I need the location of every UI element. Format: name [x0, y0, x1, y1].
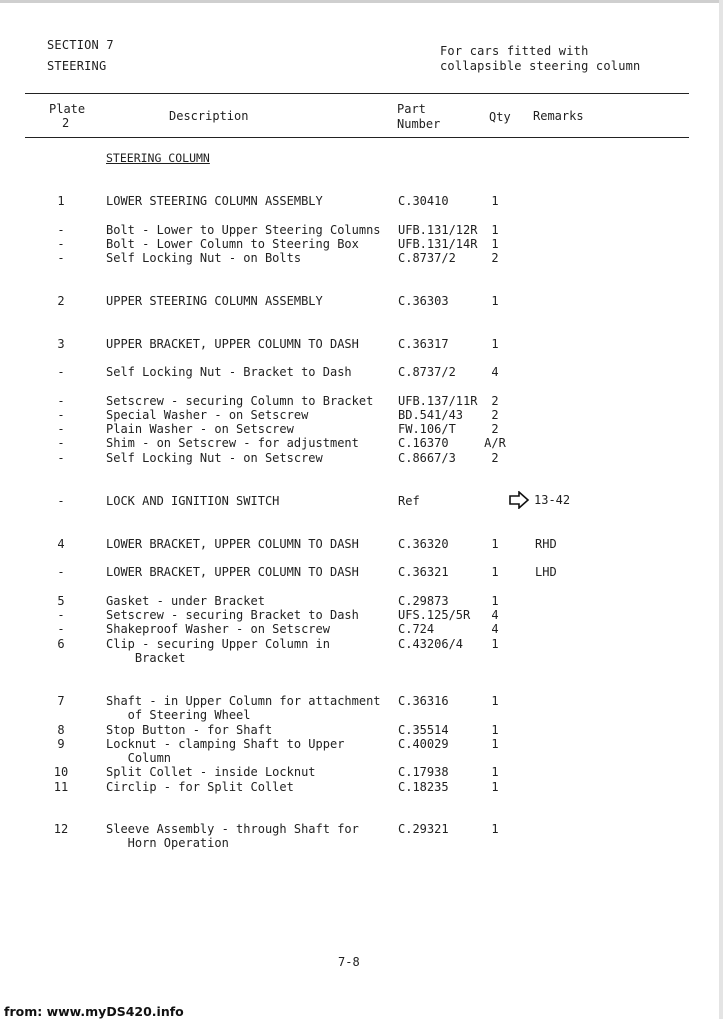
row-part-number: BD.541/43	[398, 408, 464, 422]
row-part-number: C.35514	[398, 723, 449, 737]
row-remarks: RHD	[535, 537, 557, 551]
row-plate-ref: -	[57, 451, 65, 465]
header-rule-top	[25, 93, 689, 94]
row-plate-ref: -	[57, 223, 65, 237]
row-description: Stop Button - for Shaft	[106, 723, 273, 737]
top-edge	[0, 0, 723, 3]
header-rule-bottom	[25, 137, 689, 138]
row-description: Plain Washer - on Setscrew	[106, 422, 294, 436]
row-part-number: C.8737/2	[398, 365, 456, 379]
column-header-description: Description	[169, 109, 249, 123]
row-plate-ref: -	[57, 494, 65, 508]
row-quantity: 1	[491, 294, 499, 308]
row-part-number: C.8667/3	[398, 451, 456, 465]
row-plate-ref: 1	[57, 194, 65, 208]
row-part-number: UFB.131/14R	[398, 237, 478, 251]
row-plate-ref: 7	[57, 694, 65, 708]
page-edge	[719, 0, 723, 1019]
row-description: Shaft - in Upper Column for attachment of Steering Wheel	[106, 694, 381, 723]
row-description: UPPER BRACKET, UPPER COLUMN TO DASH	[106, 337, 359, 351]
row-description: Locknut - clamping Shaft to Upper Column	[106, 737, 345, 766]
row-description: LOWER BRACKET, UPPER COLUMN TO DASH	[106, 537, 359, 551]
row-quantity: 1	[491, 537, 499, 551]
row-quantity: 1	[491, 737, 499, 751]
row-plate-ref: -	[57, 436, 65, 450]
row-plate-ref: 5	[57, 594, 65, 608]
column-header-remarks: Remarks	[533, 109, 584, 123]
row-description: LOWER STEERING COLUMN ASSEMBLY	[106, 194, 323, 208]
row-part-number: C.36303	[398, 294, 449, 308]
row-description: Self Locking Nut - Bracket to Dash	[106, 365, 352, 379]
row-quantity: 2	[491, 251, 499, 265]
row-plate-ref: 4	[57, 537, 65, 551]
row-quantity: 2	[491, 408, 499, 422]
row-part-number: FW.106/T	[398, 422, 456, 436]
row-quantity: 2	[491, 451, 499, 465]
section-label: SECTION 7	[47, 38, 114, 52]
row-part-number: C.36320	[398, 537, 449, 551]
row-description: Sleeve Assembly - through Shaft for Horn Operation	[106, 822, 359, 851]
row-description: Split Collet - inside Locknut	[106, 765, 316, 779]
row-part-number: C.43206/4	[398, 637, 464, 651]
row-part-number: UFB.131/12R	[398, 223, 478, 237]
row-remarks: LHD	[535, 565, 557, 579]
row-description: Self Locking Nut - on Setscrew	[106, 451, 323, 465]
row-description: Gasket - under Bracket	[106, 594, 265, 608]
row-part-number: C.29321	[398, 822, 449, 836]
row-description: Bolt - Lower Column to Steering Box	[106, 237, 359, 251]
row-part-number: C.724	[398, 622, 435, 636]
row-part-number: C.17938	[398, 765, 449, 779]
row-part-number: C.36316	[398, 694, 449, 708]
row-quantity: 1	[491, 237, 499, 251]
row-plate-ref: -	[57, 622, 65, 636]
row-description: Setscrew - securing Column to Bracket	[106, 394, 374, 408]
row-quantity: 1	[491, 594, 499, 608]
applicability-note-line2: collapsible steering column	[440, 59, 641, 73]
row-part-number: Ref	[398, 494, 420, 508]
row-quantity: 1	[491, 565, 499, 579]
row-description: LOWER BRACKET, UPPER COLUMN TO DASH	[106, 565, 359, 579]
column-header-number: Number	[397, 117, 441, 131]
row-quantity: 1	[491, 723, 499, 737]
row-plate-ref: 6	[57, 637, 65, 651]
row-plate-ref: -	[57, 365, 65, 379]
row-part-number: C.36321	[398, 565, 449, 579]
row-plate-ref: 12	[53, 822, 69, 836]
source-footer: from: www.myDS420.info	[4, 1004, 184, 1019]
row-quantity: 1	[491, 765, 499, 779]
row-plate-ref: 3	[57, 337, 65, 351]
row-quantity: 1	[491, 337, 499, 351]
row-quantity: 1	[491, 223, 499, 237]
row-description: LOCK AND IGNITION SWITCH	[106, 494, 280, 508]
column-header-part: Part	[397, 102, 426, 116]
arrow-right-icon	[508, 491, 530, 509]
page-number: 7-8	[338, 955, 360, 969]
row-quantity: 1	[491, 194, 499, 208]
row-description: Shim - on Setscrew - for adjustment	[106, 436, 359, 450]
row-plate-ref: 2	[57, 294, 65, 308]
row-description: Shakeproof Washer - on Setscrew	[106, 622, 330, 636]
row-description: Bolt - Lower to Upper Steering Columns	[106, 223, 381, 237]
row-quantity: 1	[491, 822, 499, 836]
row-plate-ref: -	[57, 422, 65, 436]
row-plate-ref: -	[57, 608, 65, 622]
row-quantity: A/R	[484, 436, 506, 450]
row-quantity: 4	[491, 608, 499, 622]
row-plate-ref: 8	[57, 723, 65, 737]
row-plate-ref: -	[57, 251, 65, 265]
row-description: Setscrew - securing Bracket to Dash	[106, 608, 359, 622]
row-plate-ref: -	[57, 408, 65, 422]
row-description: Circlip - for Split Collet	[106, 780, 294, 794]
row-plate-ref: 11	[53, 780, 69, 794]
row-plate-ref: -	[57, 237, 65, 251]
row-part-number: C.36317	[398, 337, 449, 351]
row-quantity: 2	[491, 422, 499, 436]
column-header-plate-number: 2	[62, 116, 70, 130]
row-plate-ref: 10	[53, 765, 69, 779]
row-quantity: 1	[491, 694, 499, 708]
row-quantity: 4	[491, 365, 499, 379]
row-part-number: UFS.125/5R	[398, 608, 471, 622]
column-header-qty: Qty	[489, 110, 511, 124]
lock-switch-reference-page: 13-42	[534, 493, 571, 507]
row-plate-ref: 9	[57, 737, 65, 751]
section-title: STEERING COLUMN	[106, 151, 210, 165]
row-plate-ref: -	[57, 565, 65, 579]
row-quantity: 2	[491, 394, 499, 408]
row-part-number: C.40029	[398, 737, 449, 751]
row-description: UPPER STEERING COLUMN ASSEMBLY	[106, 294, 323, 308]
row-description: Special Washer - on Setscrew	[106, 408, 309, 422]
applicability-note-line1: For cars fitted with	[440, 44, 589, 58]
row-quantity: 4	[491, 622, 499, 636]
row-part-number: UFB.137/11R	[398, 394, 478, 408]
column-header-plate: Plate	[49, 102, 86, 116]
row-part-number: C.16370	[398, 436, 449, 450]
row-part-number: C.18235	[398, 780, 449, 794]
row-quantity: 1	[491, 637, 499, 651]
row-plate-ref: -	[57, 394, 65, 408]
lock-switch-reference	[508, 491, 570, 509]
row-quantity: 1	[491, 780, 499, 794]
row-part-number: C.29873	[398, 594, 449, 608]
row-description: Clip - securing Upper Column in Bracket	[106, 637, 330, 666]
row-part-number: C.8737/2	[398, 251, 456, 265]
row-part-number: C.30410	[398, 194, 449, 208]
section-subject: STEERING	[47, 59, 107, 73]
row-description: Self Locking Nut - on Bolts	[106, 251, 302, 265]
